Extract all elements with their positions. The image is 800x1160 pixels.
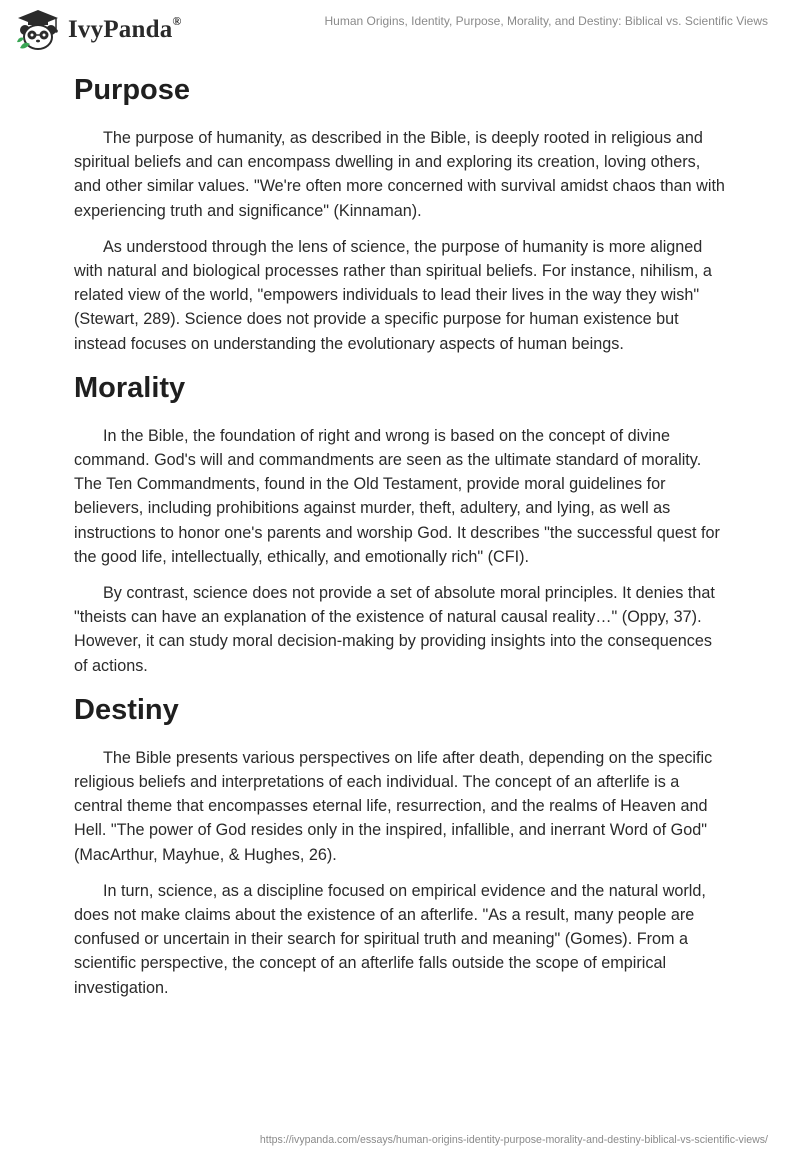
- paragraph: In the Bible, the foundation of right and wrong is based on the concept of divine command. God's will and commandments are seen as the ultimate standard of morality. The Ten Commandments, found in the Old Testament, provide moral guidelines for believers, including prohibitions against murder, theft, adultery, and lying, as well as instructions to honor one's parents and worship God. It describes "the successful quest for the good life, intellectually, ethically, and emotionally rich" (CFI).: [74, 426, 720, 566]
- panda-graduate-icon: [14, 8, 62, 52]
- section-body-destiny: [74, 730, 729, 1000]
- paragraph: The Bible presents various perspectives on life after death, depending on the specific religious beliefs and interpretations of each individual. The concept of an afterlife is a central theme that encompasses eternal life, resurrection, and the realms of Heaven and Hell. "The power of God resides only in the inspired, infallible, and inerrant Word of God" (MacArthur, Mayhue, & Hughes, 26).: [74, 748, 713, 864]
- essay-content: [74, 70, 729, 1012]
- paragraph: As understood through the lens of science, the purpose of humanity is more aligned with natural and biological processes rather than spiritual beliefs. For instance, nihilism, a related view of the world, "empowers individuals to lead their lives in the way they wish" (Stewart, 289). Science does not provide a specific purpose for human existence but instead focuses on understanding the evolutionary aspects of human beings.: [74, 237, 712, 353]
- paragraph: By contrast, science does not provide a set of absolute moral principles. It denies that "theists can have an explanation of the existence of natural causal reality…" (Oppy, 37). However, it can study moral decision-making by providing insights into the consequences of actions.: [74, 584, 715, 675]
- paragraph: The purpose of humanity, as described in the Bible, is deeply rooted in religious and spiritual beliefs and can encompass dwelling in and exploring its creation, loving others, and other similar values. "We're often more concerned with survival amidst chaos than with experiencing truth and significance" (Kinnaman).: [74, 129, 725, 220]
- brand-name: [68, 13, 182, 44]
- page-header: [0, 0, 800, 62]
- registered-mark: ®: [172, 13, 182, 28]
- brand-name-text: IvyPanda: [68, 16, 173, 43]
- section-heading-purpose: Purpose: [74, 74, 191, 106]
- running-title: Human Origins, Identity, Purpose, Morality, and Destiny: Biblical vs. Scientific Views: [324, 14, 768, 28]
- source-url-link[interactable]: https://ivypanda.com/essays/human-origins-identity-purpose-morality-and-destiny-biblical-vs-scientific-views/: [259, 1134, 768, 1146]
- section-heading-destiny: Destiny: [74, 693, 179, 726]
- paragraph: In turn, science, as a discipline focused on empirical evidence and the natural world, does not make claims about the existence of an afterlife. "As a result, many people are confused or uncertain in their search for spiritual truth and meaning" (Gomes). From a scientific perspective, the concept of an afterlife falls outside the scope of empirical investigation.: [74, 881, 706, 997]
- section-body-purpose: [74, 110, 729, 356]
- section-heading-morality: Morality: [74, 371, 186, 404]
- ivypanda-logo[interactable]: [14, 8, 182, 52]
- section-body-morality: [74, 408, 729, 678]
